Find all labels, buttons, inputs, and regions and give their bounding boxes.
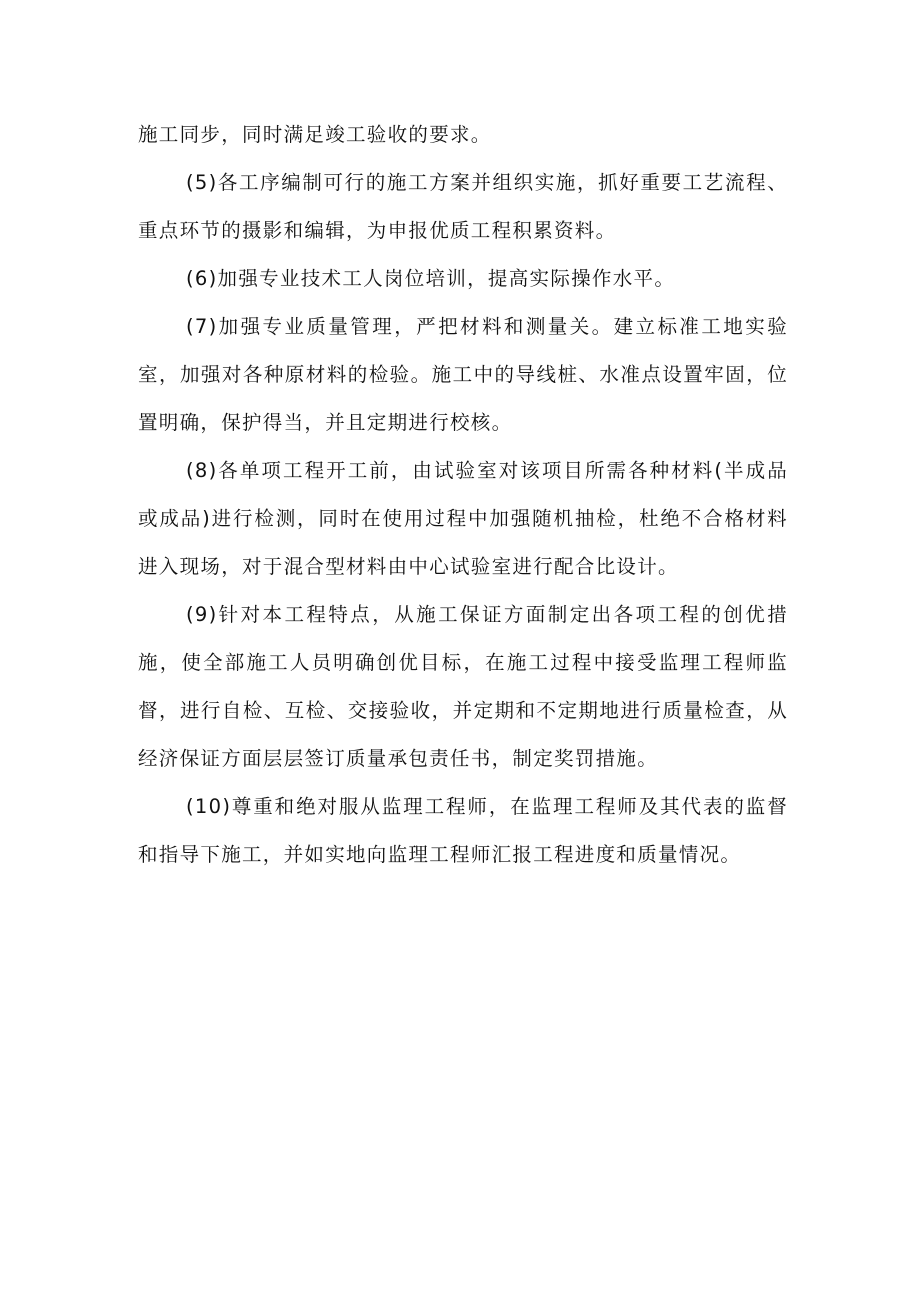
paragraph-item-6: (6)加强专业技术工人岗位培训，提高实际操作水平。 bbox=[186, 267, 676, 290]
paragraph-item-7: (7)加强专业质量管理，严把材料和测量关。建立标准工地实验室，加强对各种原材料的检验。施工中的导线桩、水准点设置牢固，位置明确，保护得当，并且定期进行校核。 bbox=[138, 315, 788, 434]
paragraph-item-10: (10)尊重和绝对服从监理工程师，在监理工程师及其代表的监督和指导下施工，并如实地向监理工程师汇报工程进度和质量情况。 bbox=[138, 795, 788, 866]
paragraph-item-8: (8)各单项工程开工前，由试验室对该项目所需各种材料(半成品或成品)进行检测，同时在使用过程中加强随机抽检，杜绝不合格材料进入现场，对于混合型材料由中心试验室进行配合比设计。 bbox=[138, 459, 788, 578]
paragraph-item-5: (5)各工序编制可行的施工方案并组织实施，抓好重要工艺流程、重点环节的摄影和编辑，为申报优质工程积累资料。 bbox=[138, 171, 788, 242]
paragraph-continuation: 施工同步，同时满足竣工验收的要求。 bbox=[138, 123, 492, 146]
document-body bbox=[138, 111, 788, 879]
paragraph-item-9: (9)针对本工程特点，从施工保证方面制定出各项工程的创优措施，使全部施工人员明确创优目标，在施工过程中接受监理工程师监督，进行自检、互检、交接验收，并定期和不定期地进行质量检查，从经济保证方面层层签订质量承包责任书，制定奖罚措施。 bbox=[138, 603, 788, 770]
